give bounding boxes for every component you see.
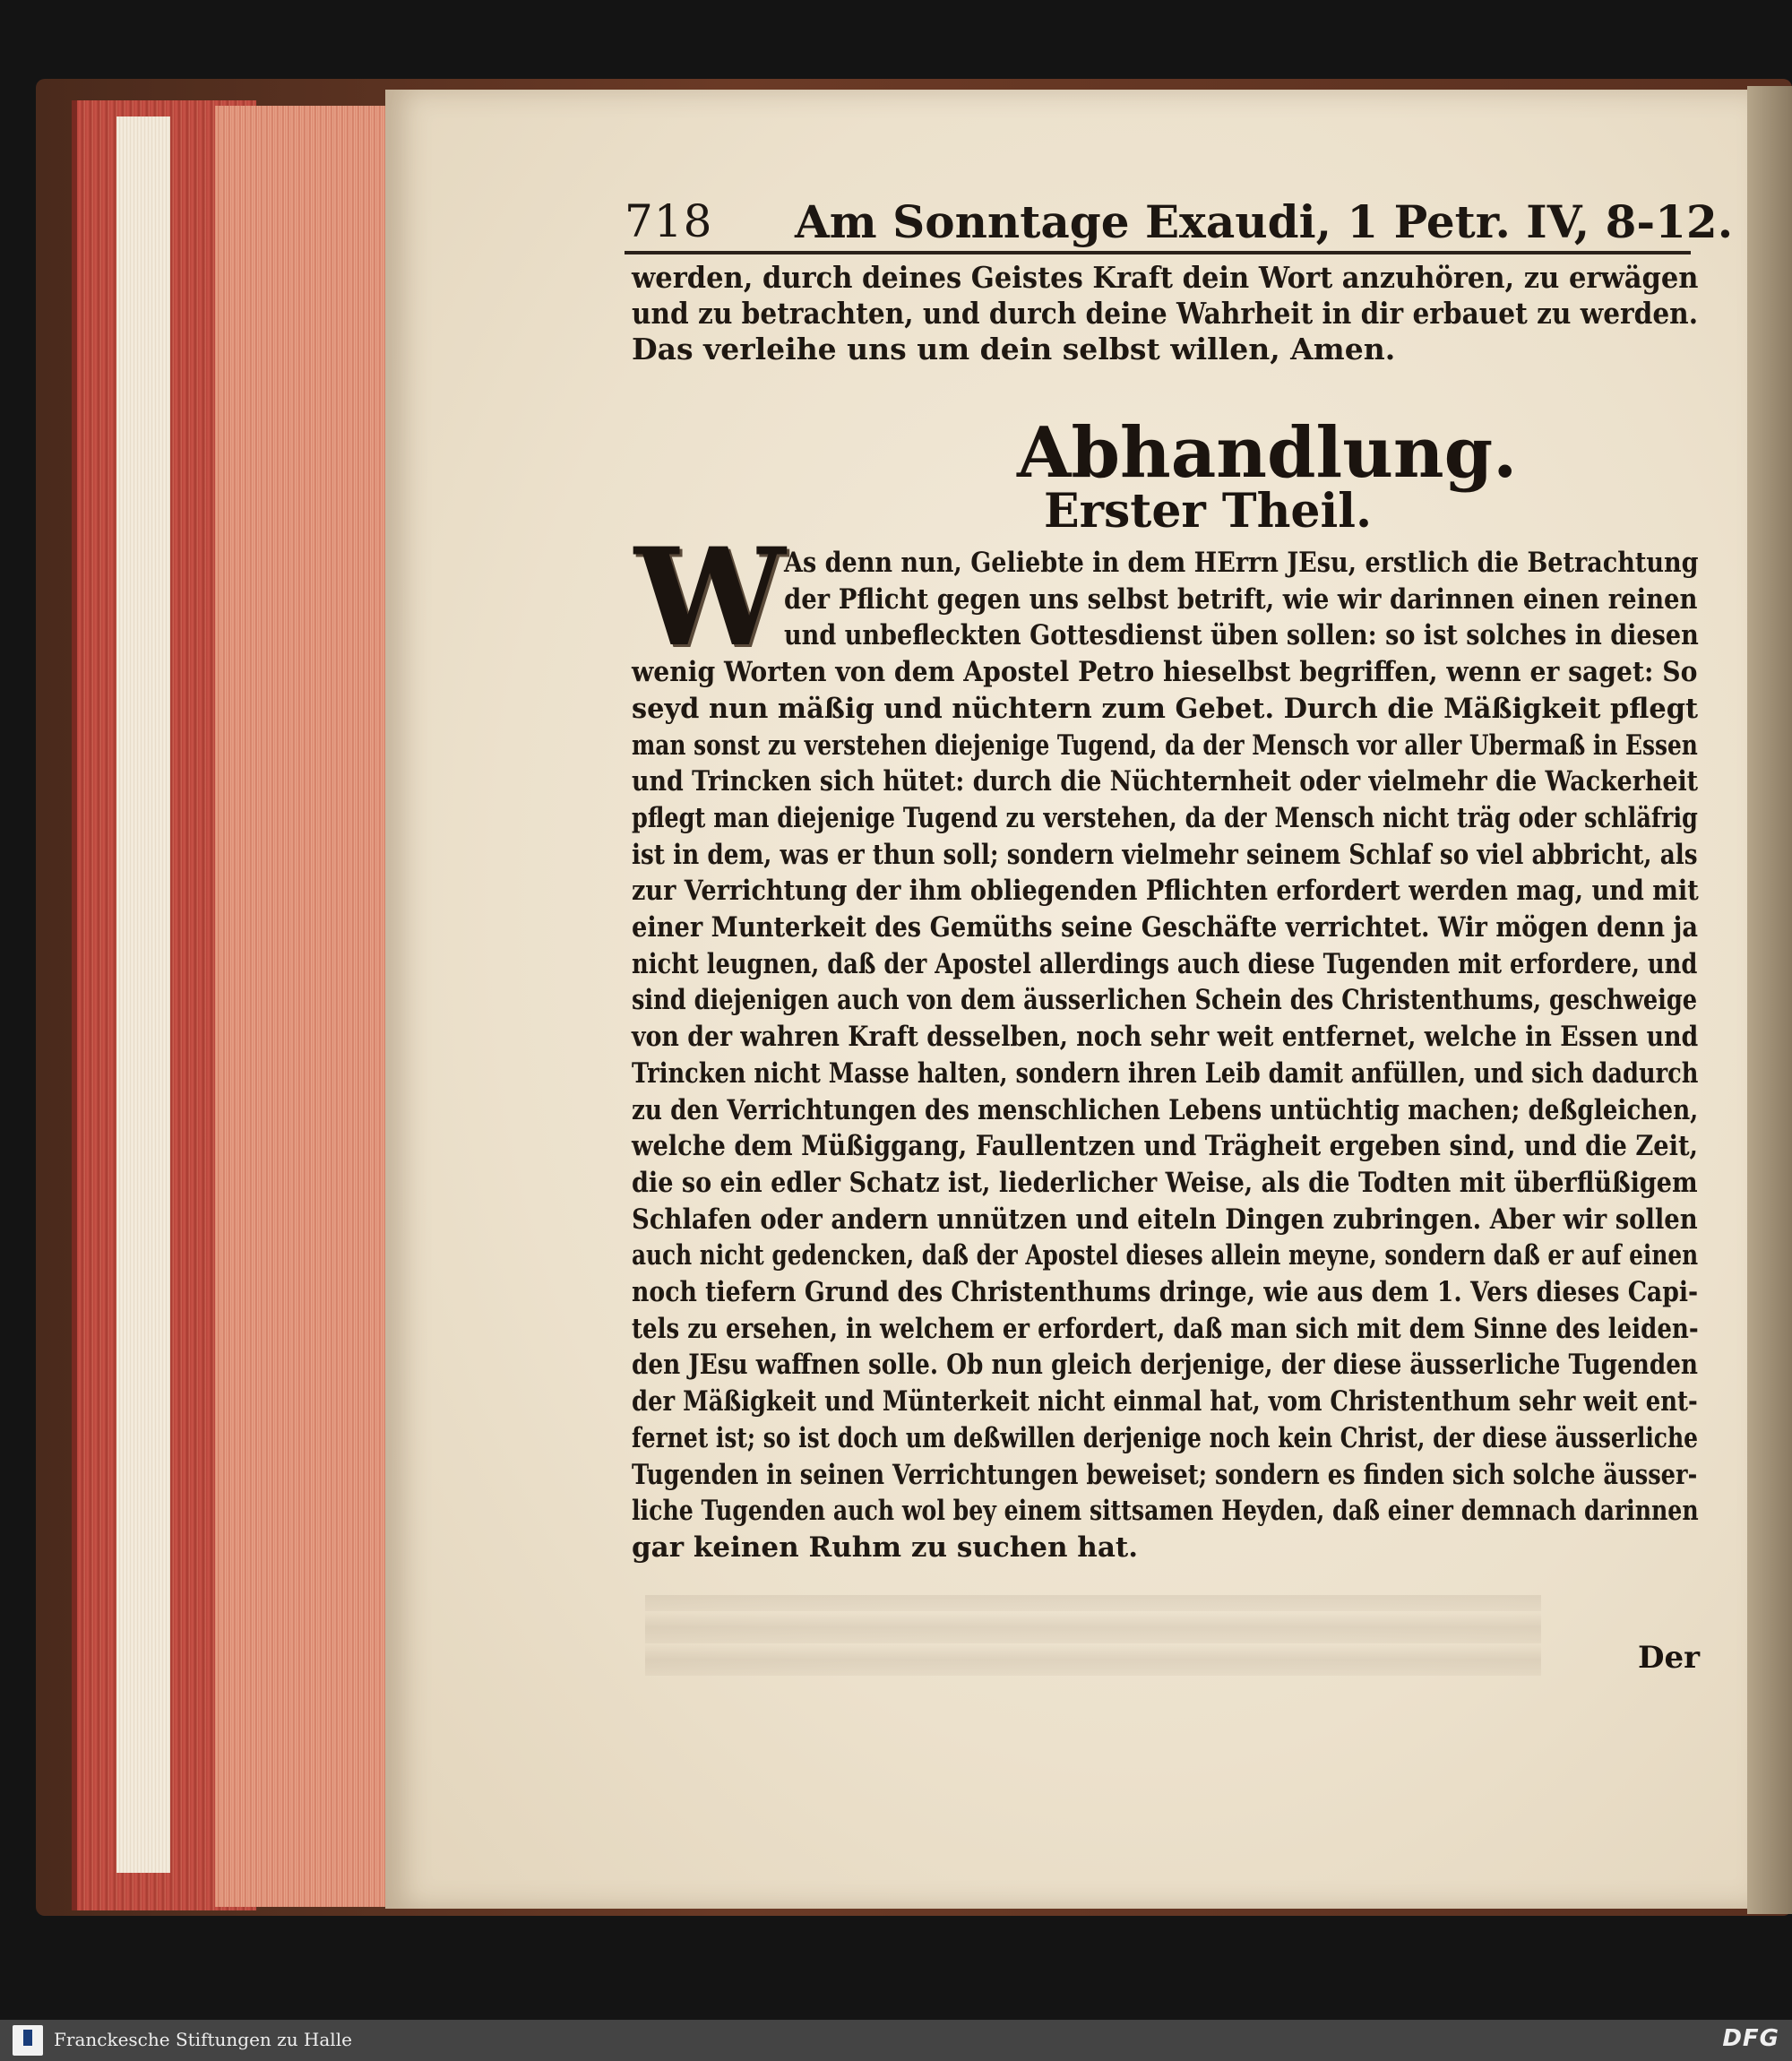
body-line: nicht leugnen, daß der Apostel allerdings auch diese Tugenden mit erfordere, und (632, 948, 1698, 980)
header-rule (625, 251, 1691, 254)
body-line: fernet ist; so ist doch um deßwillen derjenige noch kein Christ, der diese äusserliche (632, 1422, 1698, 1454)
body-line: zu den Verrichtungen des menschlichen Lebens untüchtig machen; deßgleichen, (632, 1094, 1699, 1126)
prayer-line: Das verleihe uns um dein selbst willen, Amen. (632, 332, 1396, 366)
initial-letter: W (634, 519, 786, 677)
body-line: sind diejenigen auch von dem äusserlichen Schein des Christenthums, geschweige (632, 984, 1698, 1016)
body-line: der Mäßigkeit und Münterkeit nicht einmal hat, vom Christenthum sehr weit ent- (632, 1385, 1698, 1418)
body-line: zur Verrichtung der ihm obliegenden Pflichten erfordert werden mag, und mit (632, 875, 1699, 907)
body-line: ist in dem, was er thun soll; sondern vielmehr seinem Schlaf so viel abbricht, als (632, 839, 1698, 871)
body-line: Tugenden in seinen Verrichtungen beweiset; sondern es finden sich solche äusser- (632, 1459, 1698, 1491)
body-line: wenig Worten von dem Apostel Petro hieselbst begriffen, wenn er saget: So (632, 656, 1698, 688)
running-head: Am Sonntage Exaudi, 1 Petr. IV, 8-12. (795, 195, 1734, 248)
body-line: und unbefleckten Gottesdienst üben sollen: so ist solches in diesen (784, 619, 1699, 651)
catchword: Der (1638, 1640, 1701, 1676)
prayer-line: und zu betrachten, und durch deine Wahrheit in dir erbauet zu werden. (632, 296, 1698, 331)
body-line: den JEsu waffnen solle. Ob nun gleich derjenige, der diese äusserliche Tugenden (632, 1349, 1699, 1381)
show-through-bleed (645, 1595, 1541, 1676)
body-line: gar keinen Ruhm zu suchen hat. (632, 1531, 1139, 1564)
body-line: man sonst zu verstehen diejenige Tugend, da der Mensch vor aller Ubermaß in Essen (632, 729, 1698, 762)
fore-edge-light (116, 116, 170, 1873)
body-line: einer Munterkeit des Gemüths seine Geschäfte verrichtet. Wir mögen denn ja (632, 911, 1699, 944)
institution-logo-icon (13, 2025, 43, 2056)
page-number: 718 (625, 195, 713, 247)
section-heading: Abhandlung. (1017, 412, 1518, 494)
funder-logo: DFG (1722, 2025, 1779, 2052)
body-line: liche Tugenden auch wol bey einem sittsamen Heyden, daß einer demnach darinnen (632, 1495, 1699, 1527)
body-line: pflegt man diejenige Tugend zu verstehen, da der Mensch nicht träg oder schläfrig (632, 802, 1698, 834)
body-line: welche dem Müßiggang, Faullentzen und Trägheit ergeben sind, und die Zeit, (632, 1130, 1699, 1162)
body-line: und Trincken sich hütet: durch die Nüchternheit oder vielmehr die Wackerheit (632, 765, 1699, 798)
body-line: tels zu ersehen, in welchem er erfordert, daß man sich mit dem Sinne des leiden- (632, 1313, 1699, 1345)
decorated-initial (634, 519, 786, 677)
body-line: seyd nun mäßig und nüchtern zum Gebet. Durch die Mäßigkeit pflegt (632, 693, 1699, 725)
prayer-line: werden, durch deines Geistes Kraft dein Wort anzuhören, zu erwägen (632, 260, 1699, 295)
body-line: von der wahren Kraft desselben, noch sehr weit entfernet, welche in Essen und (632, 1021, 1699, 1053)
body-line: Trincken nicht Masse halten, sondern ihren Leib damit anfüllen, und sich dadurch (632, 1057, 1699, 1090)
page-stack-edge (215, 106, 385, 1907)
body-line: As denn nun, Geliebte in dem HErrn JEsu, erstlich die Betrachtung (784, 547, 1699, 579)
body-line: die so ein edler Schatz ist, liederlicher Weise, als die Todten mit überflüßigem (632, 1167, 1698, 1199)
binding-strip (1747, 86, 1792, 1914)
body-line: noch tiefern Grund des Christenthums dringe, wie aus dem 1. Vers dieses Capi- (632, 1276, 1699, 1308)
body-line: Schlafen oder andern unnützen und eiteln Dingen zubringen. Aber wir sollen (632, 1203, 1698, 1236)
viewer-footer (0, 2020, 1792, 2061)
body-line: auch nicht gedencken, daß der Apostel dieses allein meyne, sondern daß er auf einen (632, 1239, 1699, 1272)
section-subheading: Erster Theil. (1044, 484, 1373, 539)
body-line: der Pflicht gegen uns selbst betrift, wie wir darinnen einen reinen (784, 583, 1698, 616)
institution-name: Franckesche Stiftungen zu Halle (54, 2029, 352, 2050)
page-header (625, 195, 1734, 258)
